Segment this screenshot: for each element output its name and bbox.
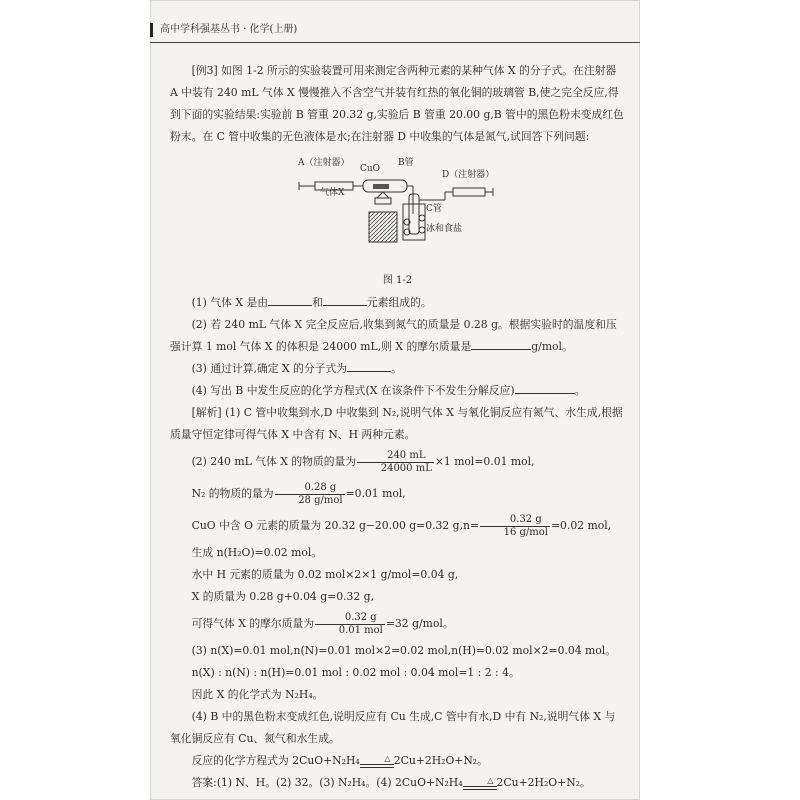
analysis-equation: 反应的化学方程式为 2CuO+N₂H₄ △ 2Cu+2H₂O+N₂。 [191, 753, 488, 767]
analysis-line-12: (4) B 中的黑色粉末变成红色,说明反应有 Cu 生成,C 管中有水,D 中有 N₂,说明气体 X 与氧化铜反应有 Cu、氮气和水生成。 [170, 710, 616, 745]
label-cuo: CuO [360, 164, 381, 174]
analysis-line-7: X 的质量为 0.28 g+0.04 g=0.32 g, [191, 590, 375, 603]
analysis-paragraph-1: [解析] (1) C 管中收集到水,D 中收集到 N₂,说明气体 X 与氧化铜反应有氮气、水生成,根据质量守恒定律可得气体 X 中含有 N、H 两种元素。 [170, 406, 623, 441]
fraction: $\frac{0.28 g}{\text{28 g/mol}}$ [275, 482, 345, 507]
answer-blank [515, 381, 575, 394]
label-ice-salt: 冰和食盐 [426, 224, 463, 234]
figure-apparatus [170, 152, 625, 270]
label-tube-b: B管 [398, 158, 414, 168]
analysis-line-9: (3) n(X)=0.01 mol,n(N)=0.01 mol×2=0.02 mol,n(H)=0.02 mol×2=0.04 mol。 [191, 644, 617, 657]
syringe-d-icon [445, 188, 493, 200]
question-4: (4) 写出 B 中发生反应的化学方程式(X 在该条件下不发生分解反应) 。 [170, 380, 625, 402]
label-gas-x: 气体X [320, 188, 345, 198]
answer-blank [323, 293, 367, 306]
problem-text: 如图 1-2 所示的实验装置可用来测定含两种元素的某种气体 X 的分子式。在注射器 A 中装有 240 mL 气体 X 慢慢推入不含空气并装有红热的氧化铜的玻璃管 B,使之完全反应,得到下面的实验结果:实验前 B 管重 20.32 g,实验后 B 管重 20.00 g,B 管中的黑色粉末变成红色粉末。在 C 管中收集的无色液体是水;在注射器 D 中收集的气体是氮气,试回答下列问题: [170, 64, 624, 143]
header-bar [150, 23, 153, 37]
analysis-line-2: (2) 240 mL 气体 X 的物质的量为 $\frac{240 mL}{24000 mL}$ ×1 mol=0.01 mol, [191, 449, 535, 474]
fraction: $\frac{0.32 g}{\text{0.01 mol}}$ [315, 612, 385, 637]
figure-caption: 图 1-2 [382, 275, 413, 286]
heat-arrow-icon: △ [360, 755, 394, 768]
problem-tag: [例3] [191, 64, 218, 77]
analysis-line-6: 水中 H 元素的质量为 0.02 mol×2×1 g/mol=0.04 g, [191, 568, 459, 581]
answer-line: 答案:(1) N、H。(2) 32。(3) N₂H₄。(4) 2CuO+N₂H₄ △ 2Cu+2H₂O+N₂。 [191, 775, 591, 789]
answer-blank [347, 359, 391, 372]
label-tube-c: C管 [426, 204, 442, 214]
question-3: (3) 通过计算,确定 X 的分子式为 。 [170, 358, 625, 380]
question-2: (2) 若 240 mL 气体 X 完全反应后,收集到氮气的质量是 0.28 g。根据实验时的温度和压强计算 1 mol 气体 X 的体积是 24000 mL,则 X 的摩尔质量是 g/mol。 [170, 318, 617, 353]
page-header [150, 18, 640, 43]
answer-blank [268, 293, 312, 306]
heat-arrow-icon: △ [463, 777, 497, 790]
analysis-line-3: N₂ 的物质的量为 $\frac{0.28 g}{\text{28 g/mol}}$ =0.01 mol, [191, 481, 406, 506]
burner-icon [369, 192, 397, 242]
analysis-line-4: CuO 中含 O 元素的质量为 20.32 g−20.00 g=0.32 g,n= $\frac{0.32 g}{\text{16 g/mol}}$ =0.02 mol, [191, 513, 612, 538]
analysis-line-10: n(X) : n(N) : n(H)=0.01 mol : 0.02 mol : 0.04 mol=1 : 2 : 4。 [191, 666, 520, 679]
header-title: 高中学科强基丛书 · 化学(上册) [160, 24, 298, 35]
answer-blank [471, 337, 531, 350]
label-syringe-a: A（注射器） [298, 158, 350, 168]
fraction: $\frac{0.32 g}{\text{16 g/mol}}$ [480, 514, 550, 539]
analysis-line-5: 生成 n(H₂O)=0.02 mol。 [191, 546, 323, 559]
problem-paragraph [170, 60, 625, 148]
analysis-line-8: 可得气体 X 的摩尔质量为 $\frac{0.32 g}{\text{0.01 mol}}$ =32 g/mol。 [191, 611, 454, 636]
question-1: (1) 气体 X 是由 和 元素组成的。 [170, 292, 625, 314]
analysis-tag: [解析] [191, 406, 222, 419]
analysis-line-11: 因此 X 的化学式为 N₂H₄。 [191, 688, 324, 701]
content [170, 60, 625, 794]
fraction: $\frac{240 mL}{24000 mL}$ [357, 450, 434, 475]
label-syringe-d: D（注射器） [442, 170, 495, 180]
